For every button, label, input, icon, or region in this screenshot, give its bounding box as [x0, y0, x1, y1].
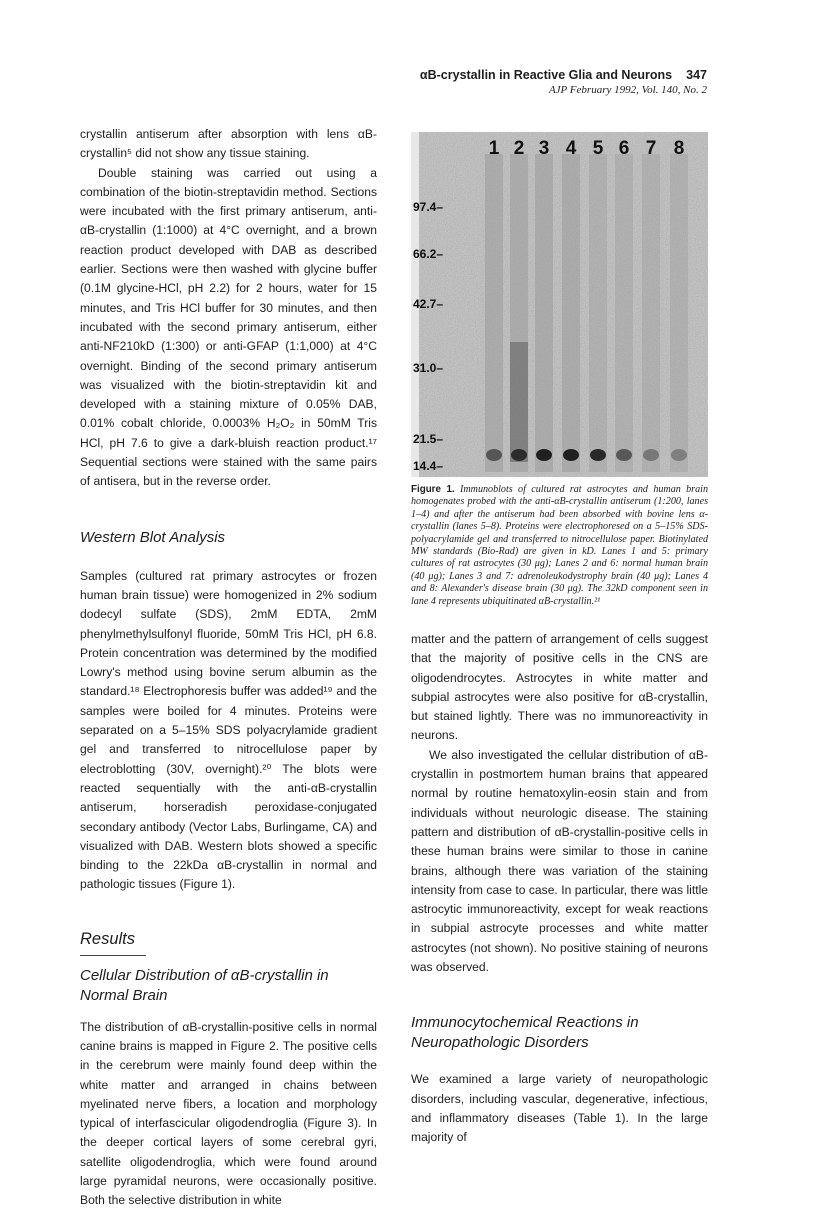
running-title: αB-crystallin in Reactive Glia and Neurons 347 [419, 68, 707, 82]
lane-label-1: 1 [488, 138, 500, 159]
band-22kd-lane-5 [590, 449, 606, 461]
paragraph-double-staining: Double staining was carried out using a combination of the biotin-streptavidin method. Sections were incubated with the first primary antiserum, anti-αB-crystallin (1:1000) at 4°C overnight, and a brown reaction product developed with DAB as described earlier. Sections were then washed with glycine buffer (0.1M glycine-HCl, pH 2.2) for 2 hours, water for 15 minutes, and Tris HCl buffer for 30 minutes, and then incubated with the second primary antiserum, either anti-NF210kD (1:300) or anti-GFAP (1:1,000) at 4°C overnight. Binding of the second primary antiserum was visualized with the biotin-streptavidin kit and developed with a staining mixture of 0.05% DAB, 0.01% cobalt chloride, 0.0003% H₂O₂ in 50mM Tris HCl, pH 7.6 to give a dark-bluish reaction product.¹⁷ Sequential sections were stained with the same pairs of antisera, but in the reverse order. [80, 165, 377, 489]
subsection-heading-cellular-distribution: Cellular Distribution of αB-crystallin in Normal Brain [80, 966, 329, 1004]
caption-label: Figure 1. [411, 484, 455, 495]
lane-4 [562, 154, 580, 472]
right-column [411, 630, 708, 1148]
lane-1 [485, 154, 503, 472]
lane-label-4: 4 [565, 138, 577, 159]
band-22kd-lane-1 [486, 449, 502, 461]
lane-label-6: 6 [618, 138, 630, 159]
lane-5 [589, 154, 607, 472]
band-22kd-lane-3 [536, 449, 552, 461]
mw-marker-label: 97.4– [413, 200, 444, 214]
paragraph-western-blot: Samples (cultured rat primary astrocytes or frozen human brain tissue) were homogenized in 2% sodium dodecyl sulfate (SDS), 2mM EDTA, 2mM phenylmethylsulfonyl fluoride, 50mM Tris HCl, pH 6.8. Protein concentration was determined by the modified Lowry's method using bovine serum albumin as the standard.¹⁸ Electrophoresis buffer was added¹⁹ and the samples were boiled for 4 minutes. Proteins were separated on a 5–15% SDS polyacrylamide gradient gel and transferred to nitrocellulose paper by electroblotting (30V, overnight).²⁰ The blots were reacted sequentially with the anti-αB-crystallin antiserum, horseradish peroxidase-conjugated secondary antibody (Vector Labs, Burlingame, CA) and visualized with DAB. Western blots showed a specific binding to the 22kDa αB-crystallin in normal and pathologic tissues (Figure 1). [80, 568, 377, 892]
band-22kd-lane-6 [616, 449, 632, 461]
lane-label-5: 5 [592, 138, 604, 159]
band-22kd-lane-8 [671, 449, 687, 461]
section-heading-western-blot: Western Blot Analysis [80, 528, 226, 546]
immunoblot-image [411, 132, 708, 477]
paragraph-continued: crystallin antiserum after absorption with lens αB-crystallin⁵ did not show any tissue staining. [80, 127, 377, 161]
lane-label-8: 8 [673, 138, 685, 159]
mw-marker-label: 66.2– [413, 247, 444, 261]
subsection-heading-immunocytochemical: Immunocytochemical Reactions in Neuropathologic Disorders [411, 1014, 639, 1052]
figure-1-immunoblot [411, 132, 708, 477]
journal-citation: AJP February 1992, Vol. 140, No. 2 [548, 84, 707, 96]
figure-1-caption [411, 484, 708, 608]
paragraph-distribution: The distribution of αB-crystallin-positive cells in normal canine brains is mapped in Figure 2. The positive cells in the cerebrum were mainly found deep within the white matter and arranged in chains between myelinated nerve fibers, a location and morphology typical of interfascicular oligodendroglia (Figure 3). In the deeper cortical layers of some cerebral gyri, satellite oligodendroglia, which were found around large pyramidal neurons, were occasionally positive. Both the selective distribution in white [80, 1019, 377, 1208]
paragraph-examined: We examined a large variety of neuropathologic disorders, including vascular, degenerative, infectious, and inflammatory diseases (Table 1). In the large majority of [411, 1072, 708, 1145]
left-column [80, 125, 377, 1211]
caption-text: Immunoblots of cultured rat astrocytes and human brain homogenates probed with the anti-αB-crystallin antiserum (1:200, lanes 1–4) and after the antiserum had been absorbed with bovine lens α-crystallin (lanes 5–8). Proteins were electrophoresed on a 5–15% SDS-polyacrylamide gel and transferred to nitrocellulose paper. Biotinylated MW standards (Bio-Rad) are given in kD. Lanes 1 and 5: primary cultures of rat astrocytes (30 μg); Lanes 2 and 6: normal human brain (40 μg); Lanes 3 and 7: adrenoleukodystrophy brain (40 μg); Lanes 4 and 8: Alexander's disease brain (30 μg). The 32kD component seen in lane 4 represents ubiquitinated αB-crystallin.²¹ [411, 484, 708, 607]
lane-8 [670, 154, 688, 472]
lane-label-3: 3 [538, 138, 550, 159]
band-22kd-lane-4 [563, 449, 579, 461]
mw-marker-label: 42.7– [413, 297, 444, 311]
lane-6 [615, 154, 633, 472]
mw-marker-label: 31.0– [413, 361, 444, 375]
mw-marker-label: 21.5– [413, 432, 444, 446]
section-heading-results: Results [80, 929, 136, 948]
lane-2-smear [510, 342, 528, 462]
paragraph-continued-right: matter and the pattern of arrangement of cells suggest that the majority of positive cells in the CNS are oligodendrocytes. Astrocytes in white matter and subpial astrocytes were also positive for αB-crystallin, but stained lightly. There was no immunoreactivity in neurons. [411, 632, 708, 743]
lane-3 [535, 154, 553, 472]
band-22kd-lane-7 [643, 449, 659, 461]
running-header [420, 68, 707, 96]
lane-7 [642, 154, 660, 472]
lane-label-2: 2 [513, 138, 525, 159]
page-number: 347 [686, 68, 707, 82]
blot-texture [411, 132, 708, 477]
lane-label-7: 7 [645, 138, 657, 159]
paragraph-human-brains: We also investigated the cellular distribution of αB-crystallin in postmortem human brains that appeared normal by routine hematoxylin-eosin stain and from individuals without neurologic disease. The staining pattern and distribution of αB-crystallin-positive cells in these human brains were similar to those in canine brains, although there was variation of the staining intensity from case to case. In particular, there was little astrocytic immunoreactivity, except for weak reactions in subpial astrocyte processes and white matter astrocytes (not shown). No positive staining of neurons was observed. [411, 747, 708, 975]
mw-marker-label: 14.4– [413, 459, 444, 473]
